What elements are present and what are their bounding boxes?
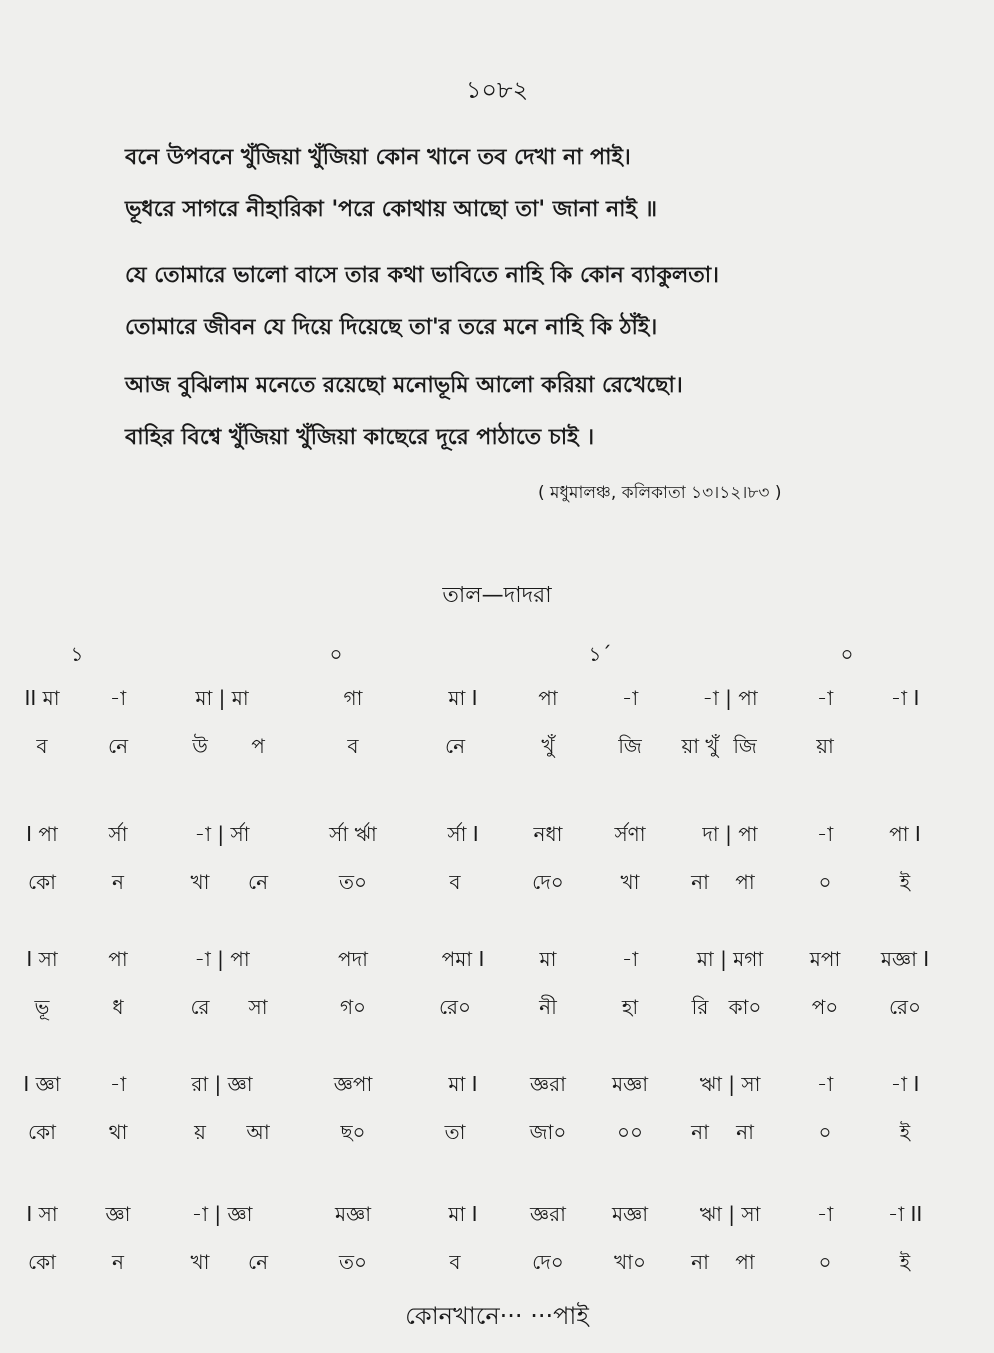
lyric-cell: খা	[190, 1250, 210, 1274]
swar-cell: ঋা | সা	[699, 1072, 761, 1096]
swar-cell: র্সা I	[447, 822, 479, 846]
swar-cell: -া	[816, 1202, 834, 1226]
swar-cell: -া	[109, 1072, 127, 1096]
lyric-cell: রে০	[438, 995, 472, 1019]
lyric-cell: নী	[539, 995, 557, 1019]
lyric-cell: প	[251, 734, 265, 758]
lyric-cell: না	[691, 1120, 709, 1144]
lyric-cell: উ	[192, 734, 208, 758]
lyric-cell: ত০	[338, 870, 368, 894]
swar-cell: গা	[343, 686, 363, 710]
swar-cell: -া	[816, 822, 834, 846]
swar-cell: পা	[108, 947, 128, 971]
verse-1	[125, 132, 657, 236]
swar-cell: I পা	[26, 822, 58, 846]
lyric-cell: ই	[899, 1120, 911, 1144]
swar-cell: জ্ঞরা	[530, 1202, 566, 1226]
swar-cell: পা I	[889, 822, 921, 846]
swar-cell: পা	[538, 686, 558, 710]
lyric-cell: জি	[733, 734, 757, 758]
swar-cell: জ্ঞরা	[530, 1072, 566, 1096]
swar-cell: জ্ঞপা	[333, 1072, 373, 1096]
lyric-cell: খুঁ	[541, 734, 555, 758]
lyric-cell: ত০	[338, 1250, 368, 1274]
lyric-cell: ধ	[112, 995, 124, 1019]
closing-line: কোনখানে··· ···পাই	[405, 1302, 589, 1330]
lyric-cell: দে০	[532, 870, 564, 894]
lyric-cell: না	[736, 1120, 754, 1144]
lyric-cell: ই	[899, 870, 911, 894]
lyric-cell: ছ০	[340, 1120, 366, 1144]
swar-cell: -া	[816, 686, 834, 710]
swar-cell: -া	[816, 1072, 834, 1096]
swar-cell: ঋা | সা	[699, 1202, 761, 1226]
swar-cell: র্সা	[108, 822, 128, 846]
lyric-cell: ০	[818, 1250, 832, 1274]
lyric-cell: ব	[449, 1250, 461, 1274]
lyric-cell: পা	[735, 870, 755, 894]
swar-cell: মা	[539, 947, 557, 971]
swar-cell: মা | মগা	[696, 947, 764, 971]
verse-line: ভূধরে সাগরে নীহারিকা 'পরে কোথায় আছো তা' জানা নাই ॥	[125, 197, 658, 222]
lyric-cell: খা০	[614, 1250, 646, 1274]
lyric-cell: হা	[621, 995, 639, 1019]
beat-mark: ০	[329, 642, 343, 666]
lyric-cell: নে	[247, 1250, 269, 1274]
swar-cell: -া | র্সা	[194, 822, 250, 846]
lyric-cell: য়া খুঁ	[681, 734, 719, 758]
verse-line: তোমারে জীবন যে দিয়ে দিয়েছে তা'র তরে মনে নাহি কি ঠাঁই।	[125, 315, 658, 340]
verse-line: বনে উপবনে খুঁজিয়া খুঁজিয়া কোন খানে তব দেখা না পাই।	[125, 145, 631, 170]
lyric-cell: ০	[818, 1120, 832, 1144]
beat-mark: ১	[70, 642, 84, 666]
tala-heading: তাল—দাদরা	[442, 583, 552, 608]
swar-cell: -া	[621, 947, 639, 971]
lyric-cell: পা	[735, 1250, 755, 1274]
swar-cell: মা I	[448, 1072, 478, 1096]
swar-cell: মা | মা	[195, 686, 249, 710]
swar-cell: পমা I	[441, 947, 485, 971]
swar-cell: I জ্ঞা	[23, 1072, 61, 1096]
swar-cell: মজ্ঞা I	[880, 947, 930, 971]
lyric-cell: খা	[620, 870, 640, 894]
swar-cell: রা | জ্ঞা	[191, 1072, 253, 1096]
swar-cell: মজ্ঞা	[334, 1202, 372, 1226]
lyric-cell: জা০	[529, 1120, 567, 1144]
verse-line: বাহির বিশ্বে খুঁজিয়া খুঁজিয়া কাছেরে দূরে পাঠাতে চাই ।	[125, 425, 595, 450]
lyric-cell: সা	[248, 995, 268, 1019]
lyric-cell: প০	[811, 995, 839, 1019]
swar-cell: -া I	[890, 686, 920, 710]
lyric-cell: ০০	[616, 1120, 644, 1144]
attribution: ( মধুমালঞ্চ, কলিকাতা ১৩।১২।৮৩ )	[538, 483, 782, 503]
swar-cell: মা I	[448, 1202, 478, 1226]
lyric-cell: ব	[36, 734, 48, 758]
swar-cell: জ্ঞা	[105, 1202, 131, 1226]
lyric-cell: ন	[112, 870, 124, 894]
lyric-cell: য়	[194, 1120, 206, 1144]
swar-cell: -া | পা	[702, 686, 758, 710]
verse-2	[125, 250, 719, 354]
lyric-cell: নে	[107, 734, 129, 758]
swar-cell: মজ্ঞা	[611, 1072, 649, 1096]
swar-cell: II মা	[24, 686, 60, 710]
verse-3	[125, 360, 683, 464]
swar-cell: মপা	[809, 947, 841, 971]
lyric-cell: ব	[347, 734, 359, 758]
swar-cell: -া | পা	[194, 947, 250, 971]
lyric-cell: গ০	[339, 995, 367, 1019]
lyric-cell: ০	[818, 870, 832, 894]
swar-cell: দা | পা	[702, 822, 758, 846]
lyric-cell: ন	[112, 1250, 124, 1274]
swar-cell: -া | জ্ঞা	[191, 1202, 253, 1226]
lyric-cell: কো	[28, 870, 56, 894]
lyric-cell: নে	[247, 870, 269, 894]
swar-cell: মা I	[448, 686, 478, 710]
lyric-cell: কো	[28, 1250, 56, 1274]
swar-cell: র্সা র্ঋা	[329, 822, 377, 846]
lyric-cell: না	[691, 870, 709, 894]
swar-cell: -া	[621, 686, 639, 710]
lyric-cell: য়া	[816, 734, 834, 758]
lyric-cell: রে	[190, 995, 210, 1019]
lyric-cell: খা	[190, 870, 210, 894]
lyric-cell: ই	[899, 1250, 911, 1274]
swar-cell: I সা	[26, 947, 58, 971]
swar-cell: র্সণা	[614, 822, 646, 846]
swar-cell: -া	[109, 686, 127, 710]
beat-mark: ১´	[588, 642, 612, 666]
page-number: ১০৮২	[465, 76, 529, 104]
lyric-cell: জি	[618, 734, 642, 758]
lyric-cell: নে	[444, 734, 466, 758]
lyric-cell: রি	[691, 995, 709, 1019]
verse-line: আজ বুঝিলাম মনেতে রয়েছো মনোভূমি আলো করিয়া রেখেছো।	[125, 373, 683, 398]
swar-cell: I সা	[26, 1202, 58, 1226]
swar-cell: মজ্ঞা	[611, 1202, 649, 1226]
lyric-cell: দে০	[532, 1250, 564, 1274]
lyric-cell: ব	[449, 870, 461, 894]
lyric-cell: রে০	[888, 995, 922, 1019]
verse-line: যে তোমারে ভালো বাসে তার কথা ভাবিতে নাহি কি কোন ব্যাকুলতা।	[125, 263, 720, 288]
swar-cell: -া I	[890, 1072, 920, 1096]
lyric-cell: কা০	[728, 995, 762, 1019]
lyric-cell: কো	[28, 1120, 56, 1144]
swar-cell: পদা	[338, 947, 368, 971]
lyric-cell: তা	[444, 1120, 466, 1144]
swar-cell: -া II	[887, 1202, 923, 1226]
lyric-cell: আ	[246, 1120, 270, 1144]
lyric-cell: না	[691, 1250, 709, 1274]
swar-cell: নধা	[533, 822, 563, 846]
lyric-cell: থা	[108, 1120, 128, 1144]
lyric-cell: ভূ	[34, 995, 50, 1019]
beat-mark: ০	[840, 642, 854, 666]
